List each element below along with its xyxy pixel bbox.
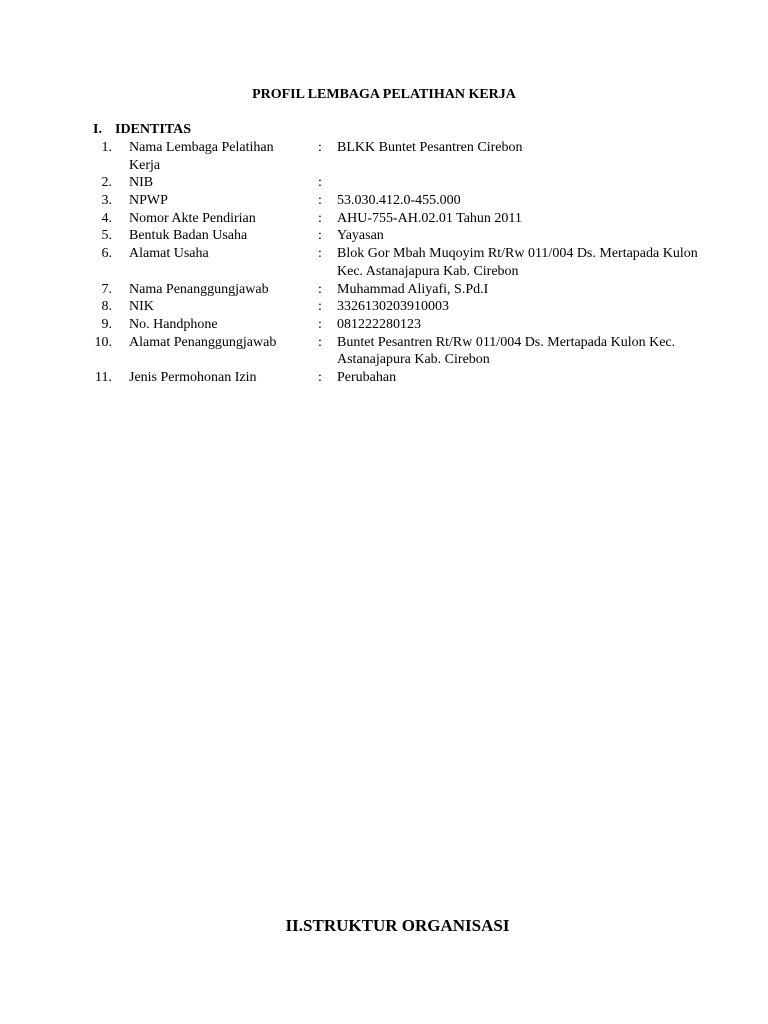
identity-row-alamat-penanggungjawab	[0, 334, 768, 369]
section-identitas-heading	[93, 121, 191, 139]
row-label: NIB	[129, 175, 154, 191]
row-label: Nama Penanggungjawab	[129, 281, 269, 297]
row-label: NIK	[129, 299, 154, 315]
section-struktur-organisasi-heading: II.STRUKTUR ORGANISASI	[285, 916, 510, 935]
identity-row-handphone	[0, 316, 768, 334]
row-label: Bentuk Badan Usaha	[129, 228, 248, 244]
row-number: 1.	[101, 140, 112, 155]
row-label: NPWP	[129, 193, 168, 209]
row-number: 10.	[94, 334, 112, 350]
identity-row-nama-lembaga	[0, 139, 768, 174]
row-value: Buntet Pesantren Rt/Rw 011/004 Ds. Mertapada Kulon Kec. Astanajapura Kab. Cirebon	[337, 334, 676, 368]
row-value: 3326130203910003	[337, 299, 449, 315]
row-number: 4.	[101, 210, 112, 226]
row-number: 9.	[101, 316, 112, 332]
row-colon: :	[318, 140, 322, 155]
row-number: 3.	[101, 193, 112, 209]
row-colon: :	[318, 193, 322, 209]
identity-row-nik	[0, 298, 768, 316]
row-label: Nama Lembaga Pelatihan Kerja	[129, 140, 274, 173]
row-number: 11.	[95, 369, 112, 385]
row-value: Perubahan	[337, 369, 397, 385]
row-colon: :	[318, 334, 322, 350]
identity-row-npwp	[0, 192, 768, 210]
row-colon: :	[318, 316, 322, 332]
row-colon: :	[318, 175, 322, 191]
row-value: Yayasan	[337, 228, 384, 244]
row-number: 7.	[101, 281, 112, 297]
row-colon: :	[318, 228, 322, 244]
row-colon: :	[318, 281, 322, 297]
identity-list	[0, 139, 768, 387]
row-colon: :	[318, 369, 322, 385]
identity-row-nib	[0, 174, 768, 192]
row-label: Jenis Permohonan Izin	[129, 369, 257, 385]
row-value: BLKK Buntet Pesantren Cirebon	[337, 140, 523, 155]
row-colon: :	[318, 299, 322, 315]
row-number: 5.	[101, 228, 112, 244]
row-value: Muhammad Aliyafi, S.Pd.I	[337, 281, 489, 297]
row-colon: :	[318, 246, 322, 262]
identity-row-jenis-permohonan	[0, 369, 768, 387]
row-label: Nomor Akte Pendirian	[129, 210, 256, 226]
row-number: 2.	[101, 175, 112, 191]
row-number: 8.	[101, 299, 112, 315]
document-title: PROFIL LEMBAGA PELATIHAN KERJA	[252, 87, 516, 102]
row-value: Blok Gor Mbah Muqoyim Rt/Rw 011/004 Ds. Mertapada Kulon Kec. Astanajapura Kab. Cirebon	[337, 246, 698, 279]
row-value: 081222280123	[337, 316, 421, 332]
row-value: 53.030.412.0-455.000	[337, 193, 461, 209]
identity-row-alamat-usaha	[0, 245, 768, 280]
row-value: AHU-755-AH.02.01 Tahun 2011	[337, 210, 522, 226]
row-label: Alamat Usaha	[129, 246, 209, 262]
identity-row-akte	[0, 210, 768, 228]
row-label: Alamat Penanggungjawab	[129, 334, 277, 350]
row-number: 6.	[101, 246, 112, 262]
identity-row-penanggungjawab	[0, 281, 768, 299]
row-colon: :	[318, 210, 322, 226]
row-label: No. Handphone	[129, 316, 218, 332]
section-number: I.	[93, 122, 102, 137]
identity-row-badan-usaha	[0, 227, 768, 245]
section-title: IDENTITAS	[115, 122, 191, 137]
